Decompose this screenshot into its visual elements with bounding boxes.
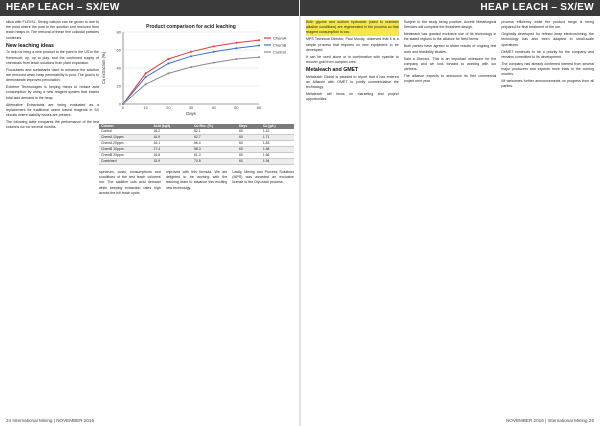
data-point bbox=[190, 51, 192, 53]
x-tick-label: 20 bbox=[166, 105, 171, 110]
data-point bbox=[122, 103, 124, 105]
x-tick-label: 40 bbox=[211, 105, 216, 110]
table-header-cell: Acid (kg/t) bbox=[151, 124, 192, 129]
table-cell: 70.8 bbox=[192, 159, 237, 165]
table-cell: 58.3 bbox=[192, 147, 237, 153]
right-column-1 bbox=[306, 20, 399, 412]
data-point bbox=[213, 51, 215, 53]
table-cell: 1.94 bbox=[261, 159, 294, 165]
table-cell: 1.58 bbox=[261, 147, 294, 153]
y-tick-label: 40 bbox=[116, 65, 121, 71]
table-header-cell: Cu Rec. (%) bbox=[192, 124, 237, 129]
table-cell: 16.8 bbox=[151, 153, 192, 159]
table-cell: 52.1 bbox=[192, 129, 237, 135]
right-columns bbox=[306, 20, 594, 412]
legend-label: Control bbox=[273, 49, 286, 55]
paragraph: The alliance expects to announce its first commercial project next year. bbox=[403, 74, 497, 84]
table-cell: ChemA 10ppm bbox=[99, 135, 151, 141]
right-column-2 bbox=[404, 20, 497, 412]
chart-title: Product comparison for acid leaching bbox=[146, 24, 236, 30]
data-point bbox=[145, 72, 147, 74]
table-cell: 18.2 bbox=[151, 129, 192, 135]
paragraph: IM welcomes further announcements on progress from all parties. bbox=[501, 79, 595, 89]
paragraph: The company has already confirmed interest from several major producers and expects more trials in the coming months. bbox=[501, 61, 595, 77]
data-point bbox=[167, 72, 169, 74]
paragraph: Originally developed for refined heap electrowinning, the technology has also been adapted to small-scale operations. bbox=[501, 32, 595, 47]
paragraph: Subject to the study being positive, Accele Metallurgical Services will complete the flowsheet design. bbox=[403, 20, 497, 30]
table-cell: 16.1 bbox=[151, 141, 192, 147]
table-cell: 17.4 bbox=[151, 147, 192, 153]
left-page-footer: 24 International Mining | NOVEMBER 2016 bbox=[6, 418, 95, 423]
y-tick-label: 80 bbox=[116, 29, 121, 35]
table-cell: ChemA 20ppm bbox=[99, 141, 151, 147]
table-cell: 1.66 bbox=[261, 153, 294, 159]
x-tick-label: 50 bbox=[234, 105, 239, 110]
paragraph: Extreme Technologies is helping mines to reduce acid consumption by using a new reagent system that lowers total acid demand in the heap. bbox=[6, 85, 99, 100]
right-page-footer: NOVEMBER 2016 | International Mining 25 bbox=[505, 418, 594, 423]
data-point bbox=[145, 76, 147, 78]
left-page-header: HEAP LEACH – SX/EW bbox=[0, 0, 300, 16]
paragraph: It can be used alone or in combination with cyanide to recover gold from complex ores. bbox=[306, 54, 399, 65]
table-cell: 16.9 bbox=[151, 135, 192, 141]
paragraph: Metaleach has granted exclusive use of its technology in the stated regions to the alliance for fixed terms. bbox=[403, 32, 497, 42]
data-point bbox=[235, 58, 237, 60]
data-point bbox=[258, 56, 260, 58]
table-cell: Control bbox=[99, 129, 151, 135]
data-point bbox=[213, 62, 215, 64]
table-cell: 60 bbox=[237, 129, 261, 135]
y-tick-label: 0 bbox=[118, 101, 121, 107]
table-cell: 60 bbox=[237, 153, 261, 159]
table-cell: 1.71 bbox=[261, 135, 294, 141]
paragraph: Metaleach Global is pleased to report that it has entered an Alliance with GMET to jointly commercialise the technology. bbox=[306, 74, 399, 90]
paragraph: process efficiency while the product range is being prepared for final treatment of the ore. bbox=[501, 20, 595, 30]
table-row bbox=[99, 159, 294, 165]
table-cell: 60 bbox=[237, 159, 261, 165]
paragraph: spectrum, costs, consumptions and conditions of the test leach columns run. The additive cuts acid demand while keeping extraction rates high across the full leach cycle. bbox=[99, 170, 161, 195]
paragraph: Flocculants and surfactants used to enhance the solution are removed when heap permeability is poor. The goal is to demonstrate improved percolation. bbox=[6, 67, 99, 83]
table-cell: Combined bbox=[99, 159, 151, 165]
paragraph: To help us bring a new product to the point in the US in the Kennecott, up, up to play, and the continued supply of chemicals from leach solutions from plant expansion. bbox=[6, 50, 99, 65]
table-cell: 15.9 bbox=[151, 159, 192, 165]
y-axis-label: Cu extraction (%) bbox=[101, 51, 106, 85]
table-header-cell: Days bbox=[237, 124, 261, 129]
table-cell: 60 bbox=[237, 147, 261, 153]
under-figure-columns bbox=[99, 170, 294, 412]
table-cell: 60 bbox=[237, 141, 261, 147]
data-point bbox=[190, 66, 192, 68]
data-point bbox=[190, 55, 192, 57]
section-heading: New leaching ideas bbox=[6, 42, 54, 49]
table-cell: ChemB 20ppm bbox=[99, 153, 151, 159]
paragraph: MPS Technical Director, Paul Moody, observed that it is a simple process that requires no new equipment to be developed. bbox=[306, 37, 399, 52]
legend-label: ChemB bbox=[273, 42, 287, 48]
data-point bbox=[258, 39, 260, 41]
data-point bbox=[235, 42, 237, 44]
paragraph: Alternative Extractants are being evaluated as a replacement for traditional oxime based reagents in SX circuits where stability issues are present. bbox=[6, 102, 99, 117]
series-line-control bbox=[123, 57, 259, 104]
right-page bbox=[300, 0, 600, 426]
data-point bbox=[258, 45, 260, 47]
paragraph: Said a Director, 'This is an important milestone for the company and we look forward to working with our partners.' bbox=[403, 56, 497, 72]
x-axis-label: Days bbox=[186, 111, 196, 116]
table-cell: 62.7 bbox=[192, 135, 237, 141]
paragraph: Metaleach will focus on marketing and project opportunities. bbox=[306, 92, 399, 102]
table-cell: 1.42 bbox=[261, 129, 294, 135]
table-body bbox=[99, 129, 294, 165]
y-tick-label: 20 bbox=[116, 83, 121, 89]
y-tick-label: 60 bbox=[116, 47, 121, 53]
paragraph: DeMET continues to be a priority for the company and remains committed to its development. bbox=[501, 49, 595, 59]
series-line-chemb bbox=[123, 46, 259, 105]
table-header-cell: Column bbox=[99, 124, 151, 129]
chart-figure bbox=[99, 20, 294, 121]
paragraph: The following table compares the performance of the test columns run for several months. bbox=[6, 119, 99, 130]
data-point bbox=[213, 45, 215, 47]
paragraph: silica with FLEXSL. Strong cations can be grown to due to the point where the pore in the solution and removed from leach heaps in. The removal of these fine colloidal particles continues. bbox=[6, 20, 99, 40]
data-point bbox=[235, 47, 237, 49]
paragraph: Lastly, Mining and Process Solutions (MPS) was awarded an exclusive license to the GlyLeach process. bbox=[232, 170, 295, 185]
right-page-header: HEAP LEACH – SX/EW bbox=[300, 0, 600, 16]
line-chart bbox=[99, 20, 294, 121]
x-tick-label: 30 bbox=[188, 105, 194, 110]
x-tick-label: 10 bbox=[143, 105, 148, 110]
table-cell: ChemB 10ppm bbox=[99, 147, 151, 153]
legend-label: ChemA bbox=[273, 35, 287, 41]
data-point bbox=[167, 58, 169, 60]
left-column-1 bbox=[6, 20, 99, 412]
x-tick-label: 0 bbox=[121, 105, 125, 110]
table-header-cell: Cu (g/L) bbox=[261, 124, 294, 129]
data-point bbox=[145, 83, 147, 85]
table-cell: 66.4 bbox=[192, 141, 237, 147]
x-tick-label: 60 bbox=[256, 105, 262, 110]
right-column-3 bbox=[501, 20, 594, 412]
table-cell: 60 bbox=[237, 135, 261, 141]
series-line-chema bbox=[123, 40, 259, 104]
results-table bbox=[99, 124, 294, 165]
highlight-paragraph: Both glycine and sodium hydroxide (used to maintain alkaline conditions) are regenerated in the process so that reagent consumption is low. bbox=[306, 20, 399, 35]
table-cell: 1.83 bbox=[261, 141, 294, 147]
section-heading: Metaleach and GMET bbox=[306, 67, 359, 74]
table-cell: 61.0 bbox=[192, 153, 237, 159]
paragraph: Both parties have agreed to share results of ongoing test work and feasibility studies. bbox=[403, 44, 497, 54]
paragraph: improved with this formula. We are delighted to be working with the leaching team to advance this exciting new technology. bbox=[165, 170, 228, 190]
data-point bbox=[167, 63, 169, 65]
